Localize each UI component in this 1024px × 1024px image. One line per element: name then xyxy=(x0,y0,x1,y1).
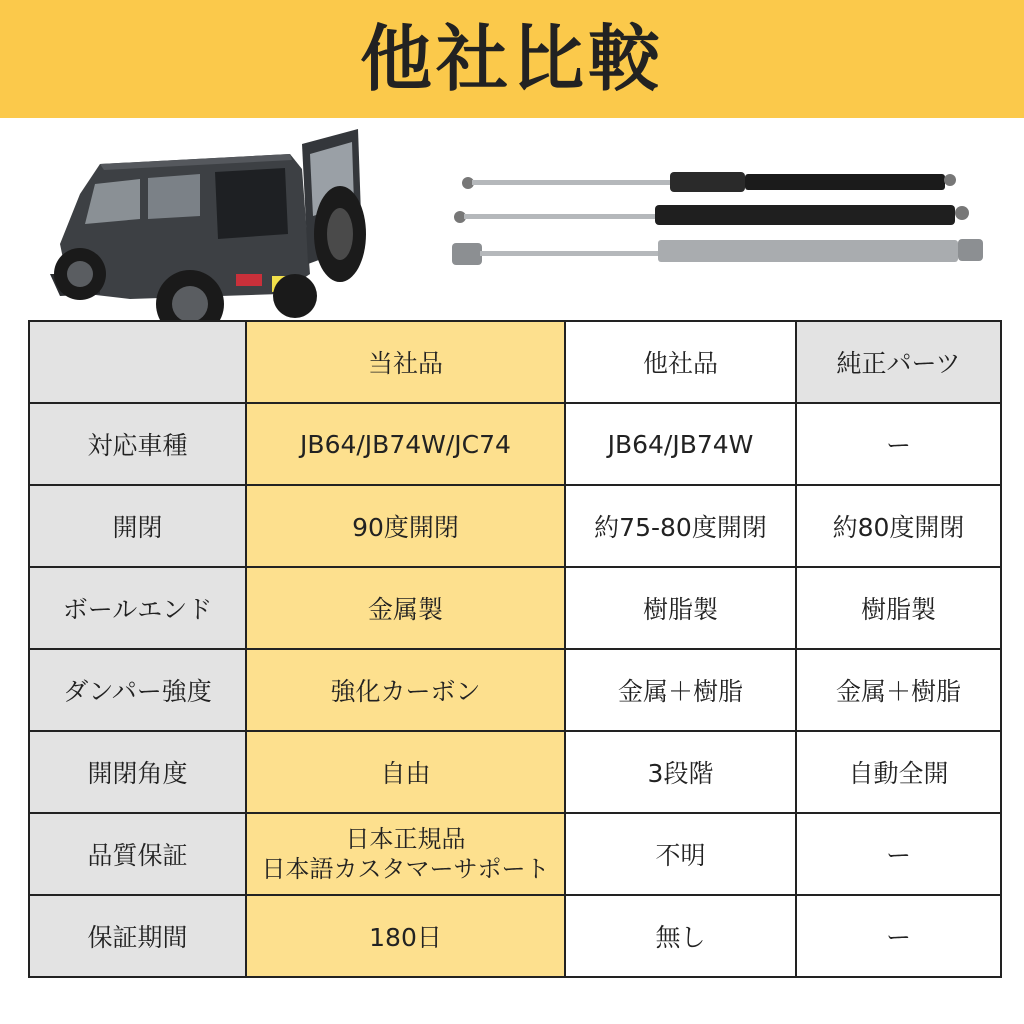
cell-other: 不明 xyxy=(565,813,796,895)
cell-other: 樹脂製 xyxy=(565,567,796,649)
cell-ours: 180日 xyxy=(246,895,565,977)
row-label: ダンパー強度 xyxy=(29,649,246,731)
table-row xyxy=(29,567,1001,649)
table-row xyxy=(29,731,1001,813)
row-label: 品質保証 xyxy=(29,813,246,895)
gas-strut-image xyxy=(450,155,990,275)
cell-genuine: ー xyxy=(796,403,1001,485)
page-title: 他社比較 xyxy=(359,17,664,101)
cell-genuine: 自動全開 xyxy=(796,731,1001,813)
row-label: 開閉 xyxy=(29,485,246,567)
header-genuine: 純正パーツ xyxy=(796,321,1001,403)
comparison-table xyxy=(28,320,1002,978)
cell-other: 無し xyxy=(565,895,796,977)
header-ours: 当社品 xyxy=(246,321,565,403)
cell-other: 金属＋樹脂 xyxy=(565,649,796,731)
cell-ours: 強化カーボン xyxy=(246,649,565,731)
cell-genuine: 樹脂製 xyxy=(796,567,1001,649)
cell-other: 約75-80度開閉 xyxy=(565,485,796,567)
table-row xyxy=(29,649,1001,731)
table-row xyxy=(29,813,1001,895)
cell-ours xyxy=(246,813,565,895)
cell-ours-line: 日本正規品 xyxy=(345,825,466,853)
row-label: 対応車種 xyxy=(29,403,246,485)
table-header-row xyxy=(29,321,1001,403)
cell-ours: 金属製 xyxy=(246,567,565,649)
cell-genuine: 金属＋樹脂 xyxy=(796,649,1001,731)
row-label: ボールエンド xyxy=(29,567,246,649)
header-corner xyxy=(29,321,246,403)
cell-genuine: 約80度開閉 xyxy=(796,485,1001,567)
table-row xyxy=(29,485,1001,567)
table-row xyxy=(29,895,1001,977)
cell-genuine: ー xyxy=(796,895,1001,977)
cell-ours-line: 日本語カスタマーサポート xyxy=(261,855,550,883)
cell-ours: JB64/JB74W/JC74 xyxy=(246,403,565,485)
row-label: 開閉角度 xyxy=(29,731,246,813)
cell-genuine: ー xyxy=(796,813,1001,895)
header-other: 他社品 xyxy=(565,321,796,403)
cell-other: JB64/JB74W xyxy=(565,403,796,485)
cell-other: 3段階 xyxy=(565,731,796,813)
cell-ours: 自由 xyxy=(246,731,565,813)
cell-ours: 90度開閉 xyxy=(246,485,565,567)
row-label: 保証期間 xyxy=(29,895,246,977)
table-row xyxy=(29,403,1001,485)
